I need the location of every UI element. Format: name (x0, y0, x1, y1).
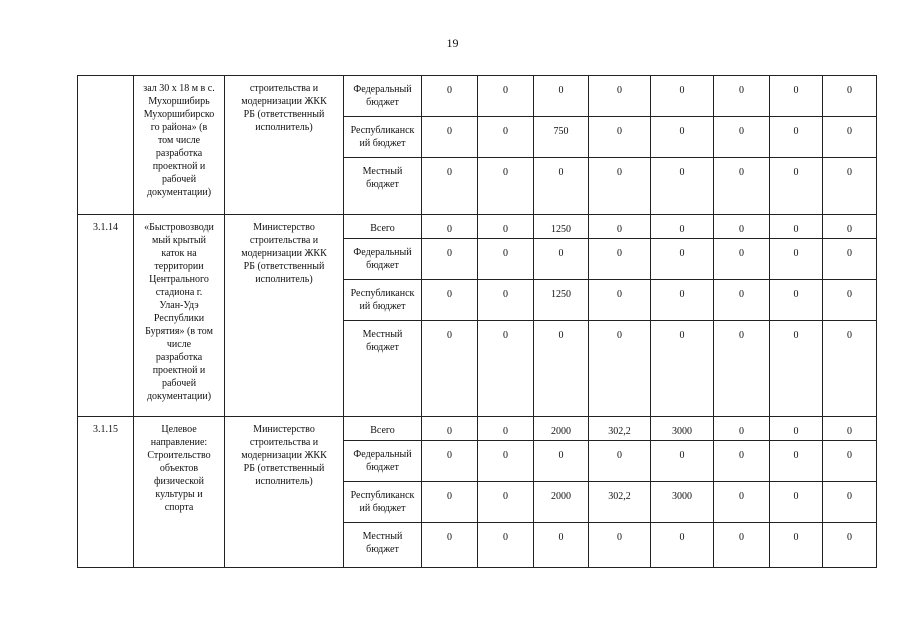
funding-source (344, 117, 422, 158)
funding-source-line: Республиканск (350, 288, 415, 299)
amount-cell: 0 (589, 158, 651, 215)
measure-name-line: культуры и (155, 489, 203, 500)
amount-cell: 750 (534, 117, 589, 158)
amount-cell: 0 (478, 482, 534, 523)
amount-cell: 0 (714, 239, 770, 280)
amount-cell: 0 (478, 158, 534, 215)
measure-name-line: территории (154, 261, 204, 272)
amount-cell: 0 (422, 117, 478, 158)
measure-name-line: Республики (153, 313, 205, 324)
funding-source-line: Федеральный (353, 247, 412, 258)
amount-cell: 0 (478, 117, 534, 158)
amount-cell: 2000 (534, 417, 589, 441)
funding-source (344, 280, 422, 321)
amount-cell: 302,2 (589, 417, 651, 441)
amount-cell: 0 (478, 417, 534, 441)
table-row (78, 76, 877, 117)
executor-line: исполнитель) (255, 274, 313, 285)
budget-table (77, 75, 877, 568)
funding-source (344, 321, 422, 417)
measure-name (134, 76, 225, 215)
amount-cell: 0 (770, 321, 823, 417)
measure-name-line: документации) (146, 187, 212, 198)
funding-source-line: ий бюджет (359, 138, 406, 149)
amount-cell: 0 (770, 482, 823, 523)
executor (225, 215, 344, 417)
executor-line: модернизации ЖКК (241, 248, 327, 259)
amount-cell: 0 (770, 441, 823, 482)
funding-source-line: бюджет (366, 342, 399, 353)
measure-name-line: стадиона г. (155, 287, 203, 298)
executor (225, 76, 344, 215)
funding-source-line: Всего (370, 223, 395, 234)
amount-cell: 0 (651, 215, 714, 239)
amount-cell: 0 (770, 215, 823, 239)
amount-cell: 0 (714, 417, 770, 441)
amount-cell: 0 (589, 239, 651, 280)
funding-source-line: бюджет (366, 260, 399, 271)
executor-line: исполнитель) (255, 122, 313, 133)
funding-source-line: бюджет (366, 97, 399, 108)
measure-name-line: том числе (157, 135, 201, 146)
amount-cell: 0 (823, 117, 877, 158)
executor-line: Министерство (253, 424, 315, 435)
amount-cell: 0 (478, 215, 534, 239)
funding-source-line: бюджет (366, 544, 399, 555)
measure-name-line: разработка (155, 352, 203, 363)
amount-cell: 0 (770, 117, 823, 158)
funding-source-line: Местный (362, 166, 403, 177)
amount-cell: 0 (651, 280, 714, 321)
measure-name-line: зал 30 х 18 м в с. (143, 83, 215, 94)
amount-cell: 0 (478, 280, 534, 321)
funding-source (344, 523, 422, 568)
amount-cell: 0 (651, 239, 714, 280)
amount-cell: 0 (770, 158, 823, 215)
amount-cell: 0 (589, 215, 651, 239)
amount-cell: 0 (534, 158, 589, 215)
amount-cell: 0 (714, 523, 770, 568)
executor-line: РБ (ответственный (243, 261, 325, 272)
executor-line: исполнитель) (255, 476, 313, 487)
amount-cell: 0 (651, 158, 714, 215)
amount-cell: 0 (714, 280, 770, 321)
amount-cell: 0 (714, 321, 770, 417)
funding-source-line: ий бюджет (359, 503, 406, 514)
executor (225, 417, 344, 568)
amount-cell: 0 (478, 321, 534, 417)
amount-cell: 0 (589, 523, 651, 568)
measure-name-line: Мухоршибирско (143, 109, 215, 120)
measure-id: 3.1.15 (78, 417, 134, 568)
funding-source-line: Федеральный (353, 84, 412, 95)
measure-name-line: Целевое (161, 424, 197, 435)
amount-cell: 0 (770, 280, 823, 321)
measure-name-line: проектной и (152, 161, 206, 172)
table-row (78, 417, 877, 441)
amount-cell: 302,2 (589, 482, 651, 523)
amount-cell: 0 (770, 523, 823, 568)
measure-name-line: каток на (161, 248, 197, 259)
executor-line: модернизации ЖКК (241, 450, 327, 461)
amount-cell: 0 (534, 441, 589, 482)
amount-cell: 0 (651, 321, 714, 417)
amount-cell: 0 (422, 239, 478, 280)
funding-source (344, 76, 422, 117)
amount-cell: 0 (589, 117, 651, 158)
amount-cell: 0 (422, 441, 478, 482)
amount-cell: 0 (714, 158, 770, 215)
amount-cell: 0 (422, 523, 478, 568)
amount-cell: 0 (422, 417, 478, 441)
amount-cell: 0 (823, 215, 877, 239)
amount-cell: 0 (422, 215, 478, 239)
amount-cell: 0 (823, 482, 877, 523)
measure-name-line: рабочей (161, 378, 197, 389)
amount-cell: 0 (770, 239, 823, 280)
amount-cell: 0 (770, 417, 823, 441)
funding-source (344, 482, 422, 523)
table-row (78, 215, 877, 239)
amount-cell: 0 (422, 321, 478, 417)
measure-id: 3.1.14 (78, 215, 134, 417)
amount-cell: 0 (823, 239, 877, 280)
funding-source-line: Республиканск (350, 490, 415, 501)
measure-name-line: го района» (в (150, 122, 208, 133)
amount-cell: 0 (422, 482, 478, 523)
page-number: 19 (446, 36, 459, 50)
funding-source (344, 441, 422, 482)
amount-cell: 0 (823, 321, 877, 417)
amount-cell: 0 (534, 76, 589, 117)
amount-cell: 0 (589, 441, 651, 482)
measure-name-line: проектной и (152, 365, 206, 376)
amount-cell: 0 (589, 321, 651, 417)
measure-name-line: «Быстровозводи (144, 222, 214, 233)
executor-line: модернизации ЖКК (241, 96, 327, 107)
funding-source-line: бюджет (366, 462, 399, 473)
amount-cell: 0 (651, 523, 714, 568)
funding-source (344, 158, 422, 215)
measure-name-line: спорта (164, 502, 194, 513)
funding-source-line: Местный (362, 329, 403, 340)
funding-source (344, 215, 422, 239)
amount-cell: 0 (422, 76, 478, 117)
measure-name-line: Центрального (149, 274, 209, 285)
measure-name-line: числе (166, 339, 192, 350)
measure-name-line: мый крытый (152, 235, 206, 246)
funding-source-line: Республиканск (350, 125, 415, 136)
measure-name-line: объектов (159, 463, 199, 474)
budget-table-body (78, 76, 877, 568)
executor-line: РБ (ответственный (243, 463, 325, 474)
measure-name-line: направление: (150, 437, 208, 448)
executor-line: Министерство (253, 222, 315, 233)
amount-cell: 0 (478, 239, 534, 280)
amount-cell: 3000 (651, 482, 714, 523)
amount-cell: 0 (651, 76, 714, 117)
executor-line: строительства и (249, 437, 319, 448)
measure-name-line: Бурятия» (в том (145, 326, 213, 337)
amount-cell: 0 (714, 215, 770, 239)
measure-name-line: документации) (146, 391, 212, 402)
amount-cell: 0 (651, 441, 714, 482)
amount-cell: 0 (823, 523, 877, 568)
amount-cell: 0 (823, 76, 877, 117)
amount-cell: 2000 (534, 482, 589, 523)
measure-name (134, 215, 225, 417)
amount-cell: 0 (589, 76, 651, 117)
amount-cell: 0 (714, 117, 770, 158)
funding-source (344, 239, 422, 280)
funding-source-line: Федеральный (353, 449, 412, 460)
measure-name-line: разработка (155, 148, 203, 159)
executor-line: строительства и (249, 83, 319, 94)
amount-cell: 0 (714, 441, 770, 482)
measure-name-line: физической (154, 476, 204, 487)
amount-cell: 0 (714, 482, 770, 523)
amount-cell: 0 (478, 523, 534, 568)
amount-cell: 0 (534, 239, 589, 280)
executor-line: строительства и (249, 235, 319, 246)
executor-line: РБ (ответственный (243, 109, 325, 120)
funding-source-line: ий бюджет (359, 301, 406, 312)
amount-cell: 0 (422, 158, 478, 215)
funding-source-line: бюджет (366, 179, 399, 190)
measure-name-line: рабочей (161, 174, 197, 185)
amount-cell: 0 (770, 76, 823, 117)
funding-source-line: Всего (370, 425, 395, 436)
amount-cell: 1250 (534, 280, 589, 321)
amount-cell: 0 (534, 523, 589, 568)
measure-name-line: Мухоршибирь (148, 96, 210, 107)
amount-cell: 0 (823, 417, 877, 441)
amount-cell: 0 (823, 158, 877, 215)
funding-source-line: Местный (362, 531, 403, 542)
amount-cell: 0 (478, 441, 534, 482)
amount-cell: 0 (478, 76, 534, 117)
amount-cell: 0 (714, 76, 770, 117)
measure-name-line: Строительство (147, 450, 211, 461)
funding-source (344, 417, 422, 441)
amount-cell: 0 (534, 321, 589, 417)
measure-name-line: Улан-Удэ (159, 300, 199, 311)
amount-cell: 0 (823, 441, 877, 482)
amount-cell: 0 (422, 280, 478, 321)
measure-id (78, 76, 134, 215)
amount-cell: 0 (651, 117, 714, 158)
amount-cell: 3000 (651, 417, 714, 441)
measure-name (134, 417, 225, 568)
amount-cell: 1250 (534, 215, 589, 239)
amount-cell: 0 (589, 280, 651, 321)
amount-cell: 0 (823, 280, 877, 321)
